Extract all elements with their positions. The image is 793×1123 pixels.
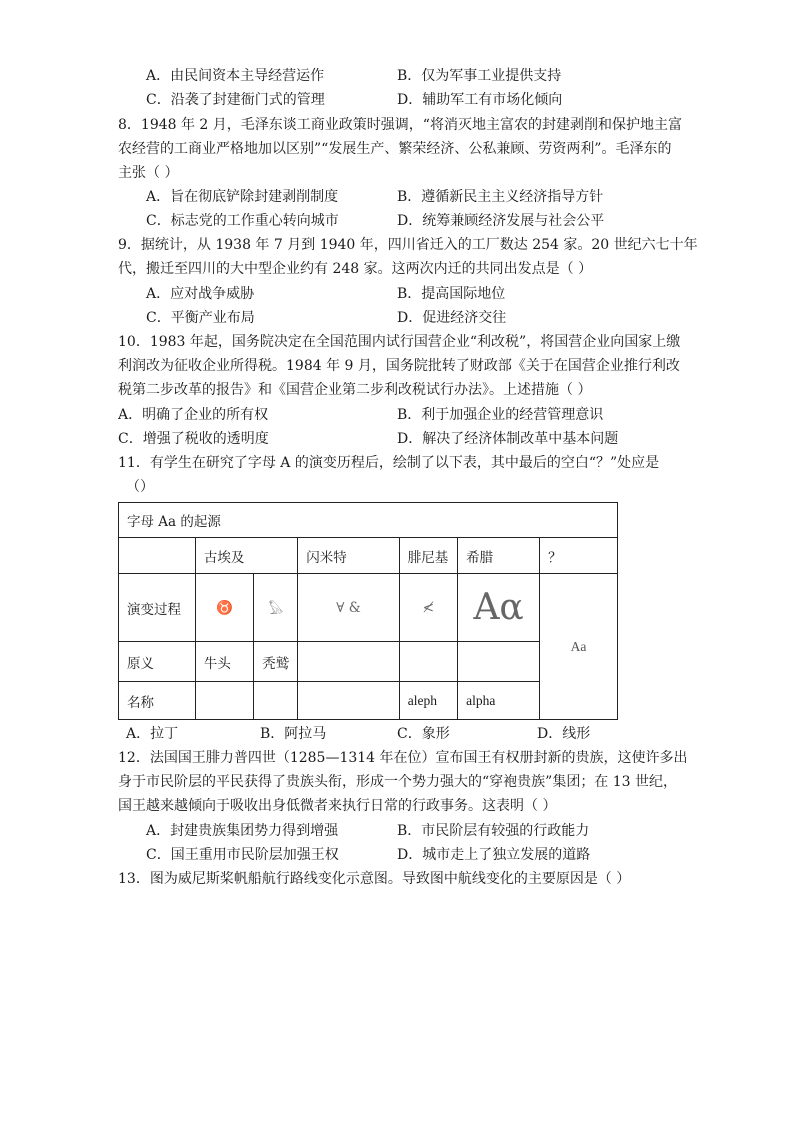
semitic-glyph-2-icon: & <box>348 599 361 616</box>
q7-option-c: C．沿袭了封建衙门式的管理 <box>146 92 325 108</box>
header-unknown: ？ <box>540 538 618 574</box>
q7-option-a: A．由民间资本主导经营运作 <box>146 68 325 84</box>
q9-option-c: C．平衡产业布局 <box>146 310 255 326</box>
row-label-name: 名称 <box>119 682 196 720</box>
header-egypt: 古埃及 <box>195 538 297 574</box>
ox-head-glyph-icon: ♉ <box>195 574 253 642</box>
greek-glyph-icon: Aα <box>458 574 540 642</box>
q9-stem-line-1: 9．据统计，从 1938 年 7 月到 1940 年，四川省迁入的工厂数达 254 家。20 世纪六七十年 <box>118 237 698 253</box>
q7-option-b: B．仅为军事工业提供支持 <box>397 68 562 84</box>
q13-stem-line-1: 13．图为威尼斯桨帆船航行路线变化示意图。导致图中航线变化的主要原因是（ ） <box>118 871 631 887</box>
q10-stem-line-1: 10．1983 年起，国务院决定在全国范围内试行国营企业“利改税”，将国营企业向国家上缴 <box>118 334 681 350</box>
q10-option-d: D．解决了经济体制改革中基本问题 <box>397 431 619 447</box>
q12-stem-line-2: 身于市民阶层的平民获得了贵族头衔，形成一个势力强大的“穿袍贵族”集团；在 13 世纪， <box>118 774 678 790</box>
q9-stem-line-2: 代，搬迁至四川的大中型企业约有 248 家。这两次内迁的共同出发点是（ ） <box>118 261 593 277</box>
q12-option-b: B．市民阶层有较强的行政能力 <box>397 823 590 839</box>
q12-stem-line-1: 12．法国国王腓力普四世（1285—1314 年在位）宣布国王有权册封新的贵族，这使许多出 <box>118 750 688 766</box>
q10-stem-line-3: 税第二步改革的报告》和《国营企业第二步利改税试行办法》。上述措施（ ） <box>118 382 592 398</box>
q9-option-a: A．应对战争威胁 <box>146 286 255 302</box>
name-phoenician: aleph <box>399 682 457 720</box>
meaning-phoenician <box>399 642 457 682</box>
q9-option-d: D．促进经济交往 <box>397 310 507 326</box>
meaning-greek <box>458 642 540 682</box>
q12-option-a: A．封建贵族集团势力得到增强 <box>146 823 339 839</box>
q8-option-d: D．统筹兼顾经济发展与社会公平 <box>397 213 605 229</box>
q11-option-c: C．象形 <box>397 726 450 742</box>
phoenician-glyph-icon: ≮ <box>399 574 457 642</box>
q11-option-d: D．线形 <box>537 726 591 742</box>
q11-stem-line-2: （） <box>126 479 154 495</box>
q11-stem-line-1: 11．有学生在研究了字母 A 的演变历程后，绘制了以下表，其中最后的空白“？”处应是 <box>118 455 660 471</box>
q11-option-b: B．阿拉马 <box>260 726 327 742</box>
table-corner <box>119 538 196 574</box>
q8-stem-line-1: 8．1948 年 2 月，毛泽东谈工商业政策时强调，“将消灭地主富农的封建剥削和保护地主富 <box>118 117 682 133</box>
q10-stem-line-2: 利润改为征收企业所得税。1984 年 9 月，国务院批转了财政部《关于在国营企业推行利改 <box>118 358 680 374</box>
q8-option-c: C．标志党的工作重心转向城市 <box>146 213 339 229</box>
q12-option-d: D．城市走上了独立发展的道路 <box>397 847 591 863</box>
meaning-semitic <box>298 642 399 682</box>
vulture-glyph-icon: 𓅃 <box>254 574 298 642</box>
q8-stem-line-3: 主张（ ） <box>118 165 179 181</box>
q10-option-c: C．增强了税收的透明度 <box>118 431 269 447</box>
header-greek: 希腊 <box>458 538 540 574</box>
semitic-glyph-icon <box>298 574 399 642</box>
header-phoenician: 腓尼基 <box>399 538 457 574</box>
meaning-vulture: 秃鹫 <box>254 642 298 682</box>
name-semitic <box>298 682 399 720</box>
q10-option-b: B．利于加强企业的经营管理意识 <box>397 407 604 423</box>
meaning-ox-head: 牛头 <box>195 642 253 682</box>
letter-evolution-table <box>118 502 618 720</box>
q8-option-b: B．遵循新民主主义经济指导方针 <box>397 189 604 205</box>
q11-option-a: A．拉丁 <box>126 726 179 742</box>
row-label-meaning: 原义 <box>119 642 196 682</box>
row-label-evolution: 演变过程 <box>119 574 196 642</box>
table-title: 字母 Aa 的起源 <box>119 503 618 538</box>
q10-option-a: A．明确了企业的所有权 <box>118 407 269 423</box>
q9-option-b: B．提高国际地位 <box>397 286 506 302</box>
q8-stem-line-2: 农经营的工商业严格地加以区别”“发展生产、繁荣经济、公私兼顾、劳资两利”。毛泽东的 <box>118 141 672 157</box>
header-semitic: 闪米特 <box>298 538 399 574</box>
q7-option-d: D．辅助军工有市场化倾向 <box>397 92 563 108</box>
name-egypt-2 <box>254 682 298 720</box>
q8-option-a: A．旨在彻底铲除封建剥削制度 <box>146 189 339 205</box>
latin-glyph-icon: Aa <box>540 574 618 720</box>
name-egypt-1 <box>195 682 253 720</box>
semitic-glyph-1-icon: ∀ <box>336 599 345 616</box>
q12-stem-line-3: 国王越来越倾向于吸收出身低微者来执行日常的行政事务。这表明（ ） <box>118 798 557 814</box>
q12-option-c: C．国王重用市民阶层加强王权 <box>146 847 339 863</box>
name-greek: alpha <box>458 682 540 720</box>
